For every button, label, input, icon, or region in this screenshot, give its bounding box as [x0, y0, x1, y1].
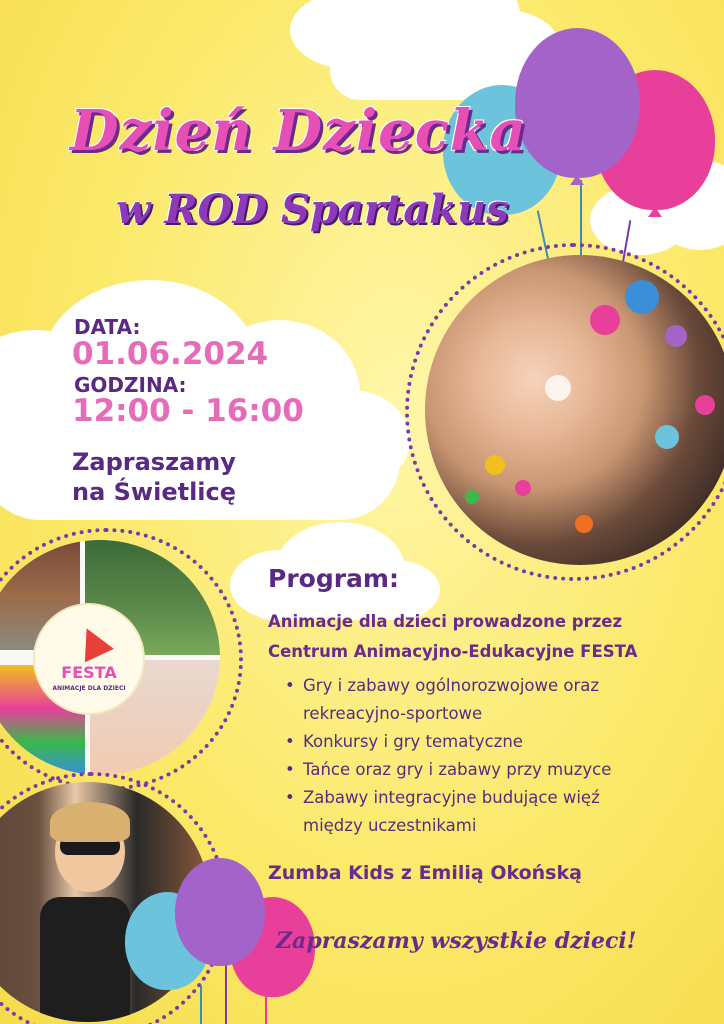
poster-subtitle: w ROD Spartakus: [116, 186, 509, 233]
kids-photo: [425, 255, 724, 565]
list-item-line: • Gry i zabawy ogólnorozwojowe oraz: [303, 676, 600, 695]
party-hat-icon: [72, 622, 114, 663]
festa-logo-name: FESTA: [61, 663, 117, 682]
date-label: DATA:: [74, 315, 141, 339]
list-item: [285, 756, 705, 784]
program-intro-line-1: Animacje dla dzieci prowadzone przez: [268, 612, 623, 631]
date-value: 01.06.2024: [72, 336, 269, 372]
list-item: [285, 672, 705, 728]
list-item-line: między uczestnikami: [303, 816, 477, 835]
time-label: GODZINA:: [74, 373, 187, 397]
list-item: [285, 728, 705, 756]
festa-logo-tagline: ANIMACJE DLA DZIECI: [52, 685, 126, 692]
time-value: 12:00 - 16:00: [72, 393, 304, 429]
poster-title: Dzień Dziecka: [70, 98, 527, 164]
invite-line-2: na Świetlicę: [72, 478, 237, 506]
closing-text: Zapraszamy wszystkie dzieci!: [276, 928, 637, 954]
program-intro-line-2: Centrum Animacyjno-Edukacyjne FESTA: [268, 642, 638, 661]
program-heading: Program:: [268, 564, 399, 593]
list-item: [285, 784, 705, 840]
list-item-line: • Zabawy integracyjne budujące więź: [303, 788, 600, 807]
list-item-line: rekreacyjno-sportowe: [303, 704, 483, 723]
invite-text: [72, 447, 312, 507]
festa-logo: [35, 605, 143, 713]
list-item-line: • Tańce oraz gry i zabawy przy muzyce: [303, 760, 612, 779]
invite-line-1: Zapraszamy: [72, 448, 236, 476]
list-item-line: • Konkursy i gry tematyczne: [303, 732, 523, 751]
zumba-text: Zumba Kids z Emilią Okońską: [268, 862, 582, 884]
program-list: [285, 672, 705, 840]
